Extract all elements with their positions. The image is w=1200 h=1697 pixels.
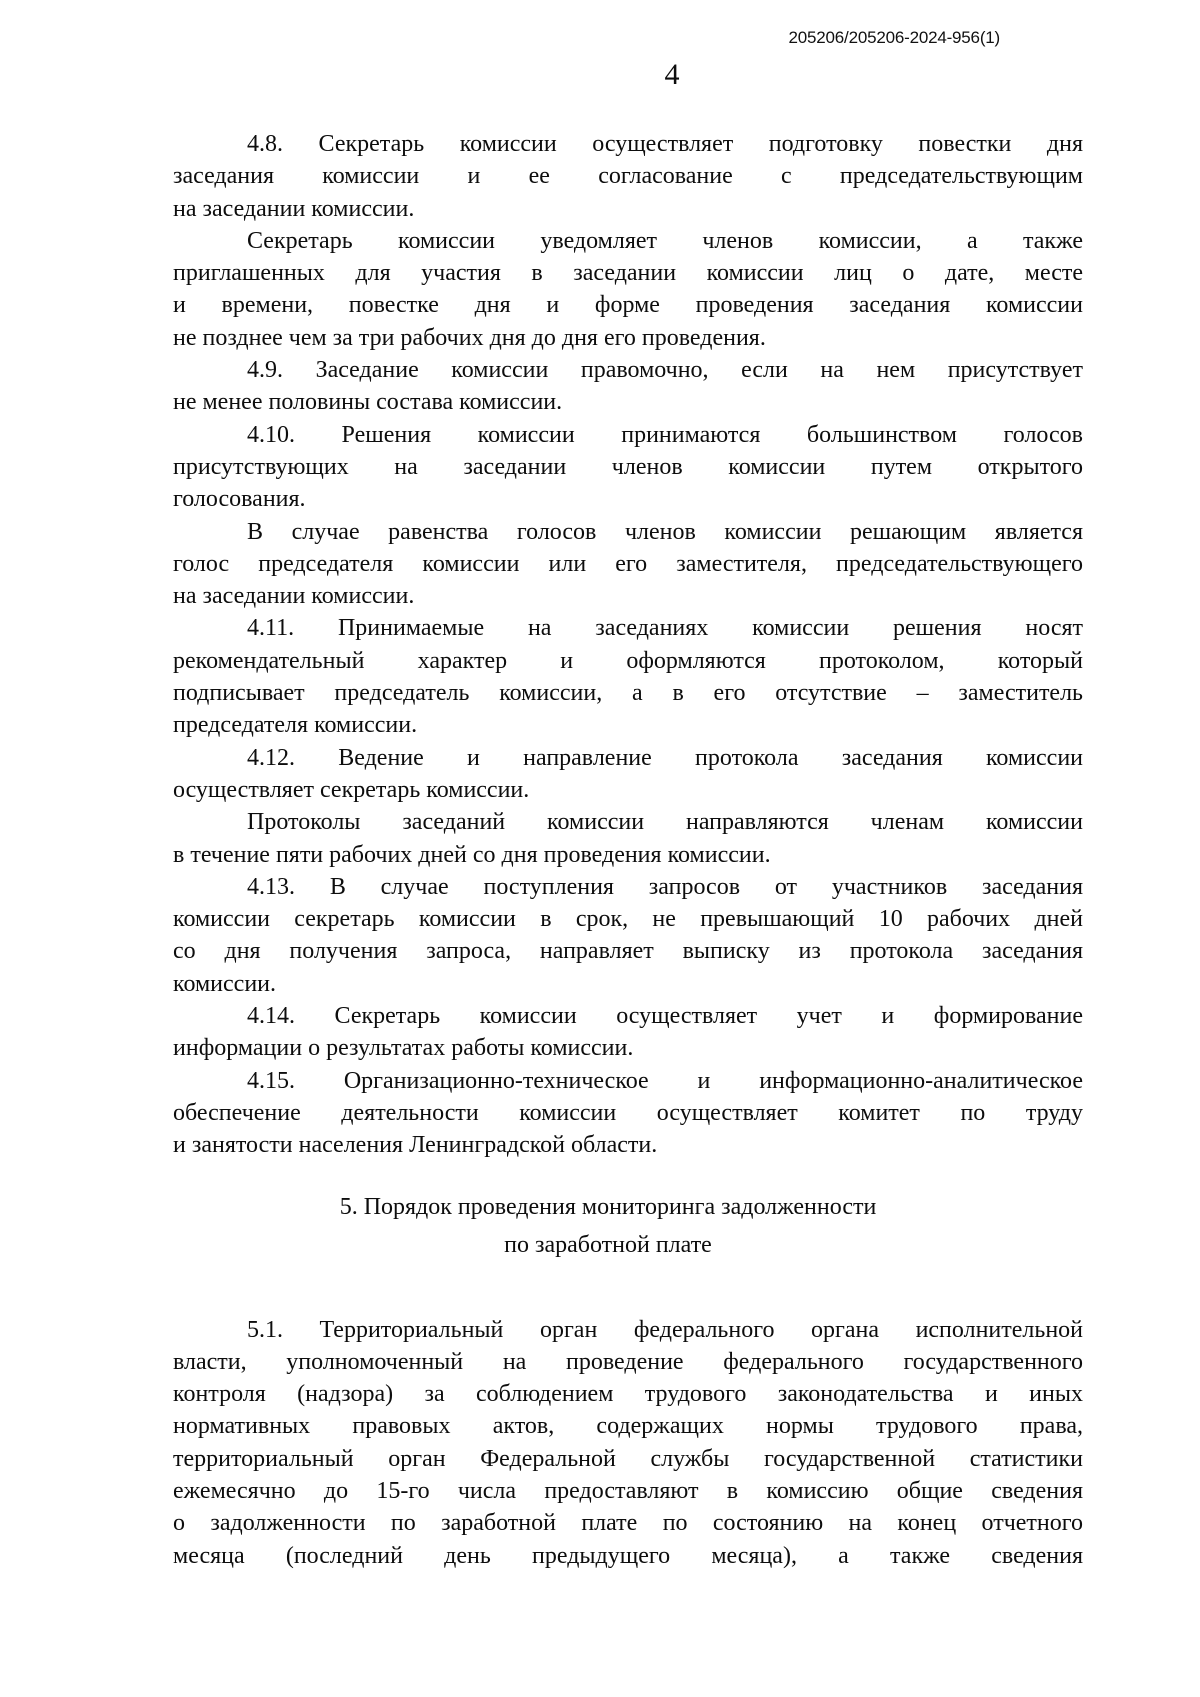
- text-line: власти, уполномоченный на проведение федерального государственного: [173, 1348, 1083, 1375]
- text-line: 4.11. Принимаемые на заседаниях комиссии решения носят: [247, 615, 1083, 642]
- text-line: и занятости населения Ленинградской области.: [173, 1132, 658, 1159]
- paragraph: [173, 419, 1083, 516]
- text-line: Протоколы заседаний комиссии направляются членам комиссии: [247, 809, 1083, 836]
- text-line: и времени, повестке дня и форме проведения заседания комиссии: [173, 292, 1083, 319]
- text-line: 4.14. Секретарь комиссии осуществляет учет и формирование: [247, 1003, 1083, 1030]
- text-line: 4.9. Заседание комиссии правомочно, если на нем присутствует: [247, 357, 1083, 384]
- paragraph: [173, 612, 1083, 741]
- text-line: 4.13. В случае поступления запросов от участников заседания: [247, 873, 1083, 900]
- section-heading: [173, 1188, 1043, 1264]
- text-line: месяца (последний день предыдущего месяца), а также сведения: [173, 1542, 1083, 1569]
- text-line: 4.15. Организационно-техническое и информационно-аналитическое: [247, 1067, 1083, 1094]
- page-number: 4: [664, 58, 680, 91]
- paragraph: [173, 806, 1083, 871]
- paragraph: [173, 1000, 1083, 1065]
- text-line: 4.10. Решения комиссии принимаются большинством голосов: [247, 421, 1083, 448]
- text-line: о задолженности по заработной плате по состоянию на конец отчетного: [173, 1510, 1083, 1537]
- text-line: информации о результатах работы комиссии.: [173, 1035, 634, 1062]
- text-line: комиссии.: [173, 970, 277, 997]
- text-line: рекомендательный характер и оформляются протоколом, который: [173, 647, 1083, 674]
- text-line: обеспечение деятельности комиссии осуществляет комитет по труду: [173, 1099, 1083, 1126]
- paragraph: [173, 871, 1083, 1000]
- text-line: нормативных правовых актов, содержащих нормы трудового права,: [173, 1413, 1083, 1440]
- text-line: подписывает председатель комиссии, а в его отсутствие – заместитель: [173, 680, 1083, 707]
- text-line: голос председателя комиссии или его заместителя, председательствующего: [173, 550, 1083, 577]
- paragraph: [173, 354, 1083, 419]
- text-line: 4.12. Ведение и направление протокола заседания комиссии: [247, 744, 1083, 771]
- text-line: голосования.: [173, 486, 306, 513]
- paragraph: [173, 128, 1083, 225]
- text-line: осуществляет секретарь комиссии.: [173, 776, 530, 803]
- paragraph: [173, 1314, 1083, 1572]
- text-line: присутствующих на заседании членов комиссии путем открытого: [173, 453, 1083, 480]
- text-line: 4.8. Секретарь комиссии осуществляет подготовку повестки дня: [247, 131, 1083, 157]
- text-line: В случае равенства голосов членов комиссии решающим является: [247, 518, 1083, 545]
- text-line: территориальный орган Федеральной службы государственной статистики: [173, 1445, 1083, 1472]
- text-line: не позднее чем за три рабочих дня до дня его проведения.: [173, 324, 766, 351]
- paragraph: [173, 225, 1083, 354]
- text-line: не менее половины состава комиссии.: [173, 389, 563, 416]
- paragraph: [173, 516, 1083, 613]
- text-line: на заседании комиссии.: [173, 195, 415, 222]
- text-line: по заработной плате: [504, 1231, 712, 1258]
- text-line: 5. Порядок проведения мониторинга задолженности: [339, 1193, 877, 1220]
- text-line: 5.1. Территориальный орган федерального органа исполнительной: [247, 1316, 1083, 1343]
- document-body: [173, 128, 1083, 1572]
- text-line: в течение пяти рабочих дней со дня проведения комиссии.: [173, 841, 771, 868]
- text-line: заседания комиссии и ее согласование с председательствующим: [173, 163, 1083, 190]
- text-line: Секретарь комиссии уведомляет членов комиссии, а также: [247, 227, 1083, 254]
- paragraph: [173, 1065, 1083, 1162]
- paragraph: [173, 742, 1083, 807]
- document-reference: 205206/205206-2024-956(1): [788, 28, 1000, 47]
- text-line: ежемесячно до 15-го числа предоставляют в комиссию общие сведения: [173, 1477, 1083, 1504]
- text-line: комиссии секретарь комиссии в срок, не превышающий 10 рабочих дней: [173, 906, 1083, 933]
- text-line: на заседании комиссии.: [173, 583, 415, 610]
- text-line: контроля (надзора) за соблюдением трудового законодательства и иных: [173, 1381, 1083, 1408]
- text-line: со дня получения запроса, направляет выписку из протокола заседания: [173, 938, 1083, 965]
- text-line: приглашенных для участия в заседании комиссии лиц о дате, месте: [173, 260, 1083, 287]
- text-line: председателя комиссии.: [173, 712, 418, 739]
